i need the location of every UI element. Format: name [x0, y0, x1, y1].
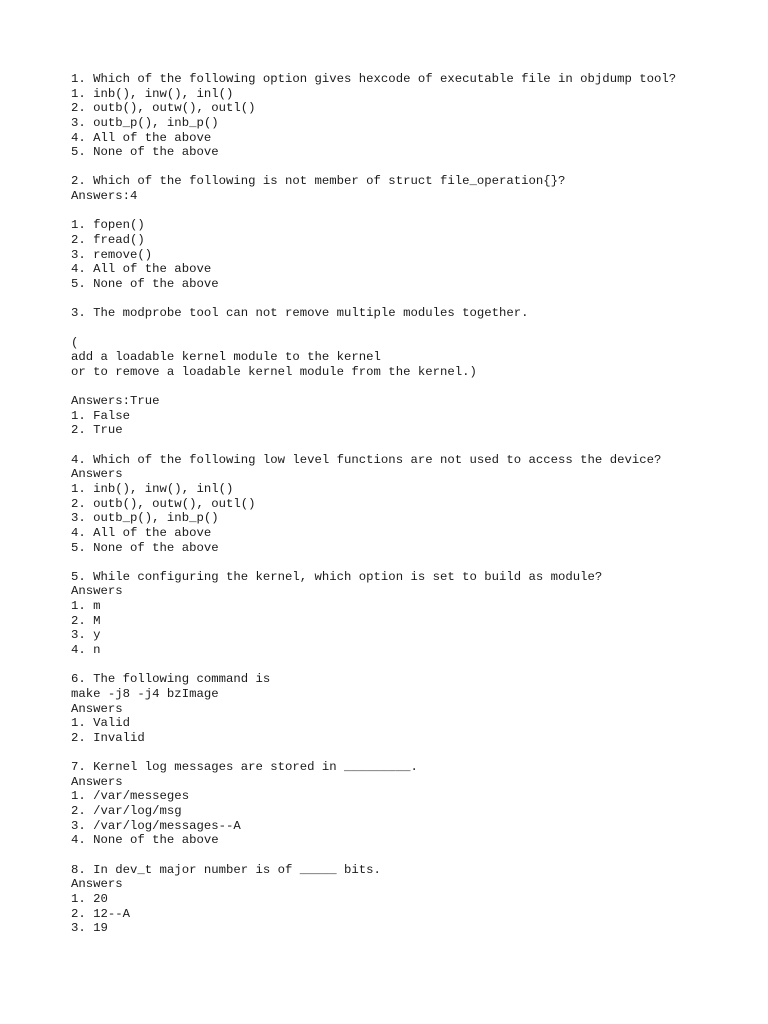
text-line: 1. 20 [71, 891, 108, 906]
text-line: Answers:4 [71, 189, 138, 204]
text-line: 3. remove() [71, 247, 153, 262]
blank-line [71, 745, 751, 760]
text-line: 3. outb_p(), inb_p() [71, 511, 219, 526]
text-line: 4. n [71, 642, 101, 657]
text-line: 6. The following command is [71, 672, 271, 687]
blank-line [71, 379, 751, 394]
text-line: make -j8 -j4 bzImage [71, 686, 219, 701]
text-line: 3. outb_p(), inb_p() [71, 115, 219, 130]
text-line: 2. fread() [71, 233, 145, 248]
text-line: 3. /var/log/messages--A [71, 818, 241, 833]
text-line: 4. None of the above [71, 833, 219, 848]
text-line: 1. fopen() [71, 218, 145, 233]
text-line: 3. 19 [71, 921, 108, 936]
text-line: 2. M [71, 613, 101, 628]
blank-line [71, 848, 751, 863]
text-line: 3. y [71, 628, 101, 643]
text-line: 2. True [71, 423, 123, 438]
text-line: 5. None of the above [71, 145, 219, 160]
text-line: 1. Valid [71, 716, 131, 731]
text-line: 4. All of the above [71, 525, 212, 540]
document-page [71, 72, 751, 936]
blank-line [71, 292, 751, 307]
text-line: Answers:True [71, 394, 160, 409]
text-line: 5. None of the above [71, 540, 219, 555]
text-line: 1. /var/messeges [71, 789, 190, 804]
text-line: 1. False [71, 408, 131, 423]
blank-line [71, 321, 751, 336]
text-line: 7. Kernel log messages are stored in _________. [71, 760, 418, 775]
text-line: Answers [71, 584, 123, 599]
text-line: 2. Which of the following is not member of struct file_operation{}? [71, 174, 566, 189]
text-line: 2. Invalid [71, 730, 145, 745]
text-line: 3. The modprobe tool can not remove multiple modules together. [71, 306, 529, 321]
text-line: 2. outb(), outw(), outl() [71, 496, 256, 511]
text-line: or to remove a loadable kernel module from the kernel.) [71, 364, 477, 379]
text-line: Answers [71, 774, 123, 789]
text-line: 1. m [71, 599, 101, 614]
text-line: Answers [71, 701, 123, 716]
text-line: Answers [71, 467, 123, 482]
text-line: 5. None of the above [71, 276, 219, 291]
text-line: Answers [71, 877, 123, 892]
text-line: 1. inb(), inw(), inl() [71, 86, 234, 101]
text-line: 2. /var/log/msg [71, 804, 182, 819]
text-line: 5. While configuring the kernel, which option is set to build as module? [71, 569, 603, 584]
blank-line [71, 438, 751, 453]
text-line: 8. In dev_t major number is of _____ bits. [71, 862, 381, 877]
blank-line [71, 160, 751, 175]
blank-line [71, 658, 751, 673]
text-line: 1. inb(), inw(), inl() [71, 481, 234, 496]
text-line: 2. 12--A [71, 906, 131, 921]
text-line: add a loadable kernel module to the kernel [71, 350, 381, 365]
text-line: ( [71, 335, 79, 350]
text-line: 4. All of the above [71, 262, 212, 277]
text-line: 4. All of the above [71, 130, 212, 145]
blank-line [71, 555, 751, 570]
text-line: 4. Which of the following low level functions are not used to access the device? [71, 452, 662, 467]
blank-line [71, 204, 751, 219]
text-line: 2. outb(), outw(), outl() [71, 101, 256, 116]
text-line: 1. Which of the following option gives hexcode of executable file in objdump tool? [71, 72, 677, 86]
